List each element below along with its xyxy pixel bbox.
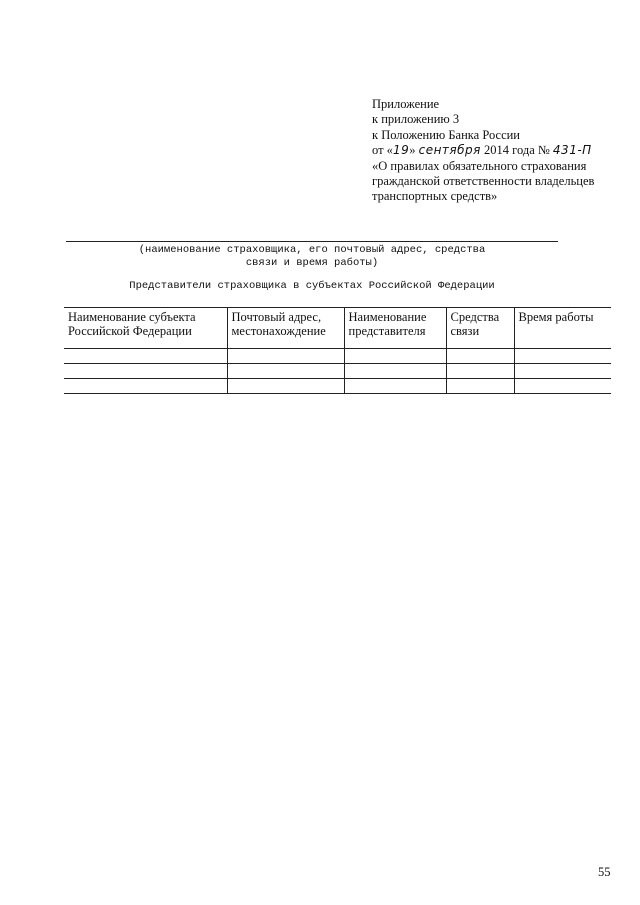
handwritten-number: 431-П bbox=[552, 143, 592, 158]
table-cell bbox=[64, 364, 227, 379]
regulation-title-line-3: транспортных средств» bbox=[372, 189, 498, 204]
representatives-table bbox=[64, 307, 611, 394]
handwritten-month: сентября bbox=[418, 143, 481, 158]
table-cell bbox=[446, 364, 514, 379]
column-header-contacts: Средства связи bbox=[446, 308, 514, 349]
table-row bbox=[64, 349, 611, 364]
table-row bbox=[64, 364, 611, 379]
regulation-title-line-1: «О правилах обязательного страхования bbox=[372, 158, 587, 173]
appendix-block bbox=[372, 97, 632, 205]
table-cell bbox=[344, 349, 446, 364]
regulation-ref: к Положению Банка России bbox=[372, 127, 520, 142]
insurer-caption-line-1: (наименование страховщика, его почтовый адрес, средства bbox=[138, 244, 486, 256]
date-line: от «19» сентября 2014 года № 431-П bbox=[372, 143, 592, 158]
appendix-heading: Приложение bbox=[372, 97, 440, 111]
table-cell bbox=[514, 379, 611, 394]
table-cell bbox=[446, 349, 514, 364]
table-cell bbox=[227, 364, 344, 379]
regulation-title-line-2: гражданской ответственности владельцев bbox=[372, 174, 595, 189]
page-number: 55 bbox=[598, 865, 611, 879]
column-header-address: Почтовый адрес, местонахождение bbox=[227, 308, 344, 349]
table-cell bbox=[514, 349, 611, 364]
column-header-representative: Наименование представителя bbox=[344, 308, 446, 349]
column-header-hours: Время работы bbox=[514, 308, 611, 349]
table-cell bbox=[64, 379, 227, 394]
representatives-title: Представители страховщика в субъектах Российской Федерации bbox=[129, 280, 495, 292]
table-cell bbox=[344, 379, 446, 394]
table-cell bbox=[446, 379, 514, 394]
insurer-fill-line bbox=[66, 241, 558, 242]
column-header-region: Наименование субъекта Российской Федерации bbox=[64, 308, 227, 349]
table-cell bbox=[514, 364, 611, 379]
table-cell bbox=[344, 364, 446, 379]
handwritten-day: 19 bbox=[392, 143, 410, 158]
table-row bbox=[64, 379, 611, 394]
table-cell bbox=[64, 349, 227, 364]
table-header-row bbox=[64, 308, 611, 349]
appendix-ref: к приложению 3 bbox=[372, 112, 460, 127]
table-cell bbox=[227, 349, 344, 364]
insurer-caption-line-2: связи и время работы) bbox=[245, 257, 379, 269]
table-cell bbox=[227, 379, 344, 394]
